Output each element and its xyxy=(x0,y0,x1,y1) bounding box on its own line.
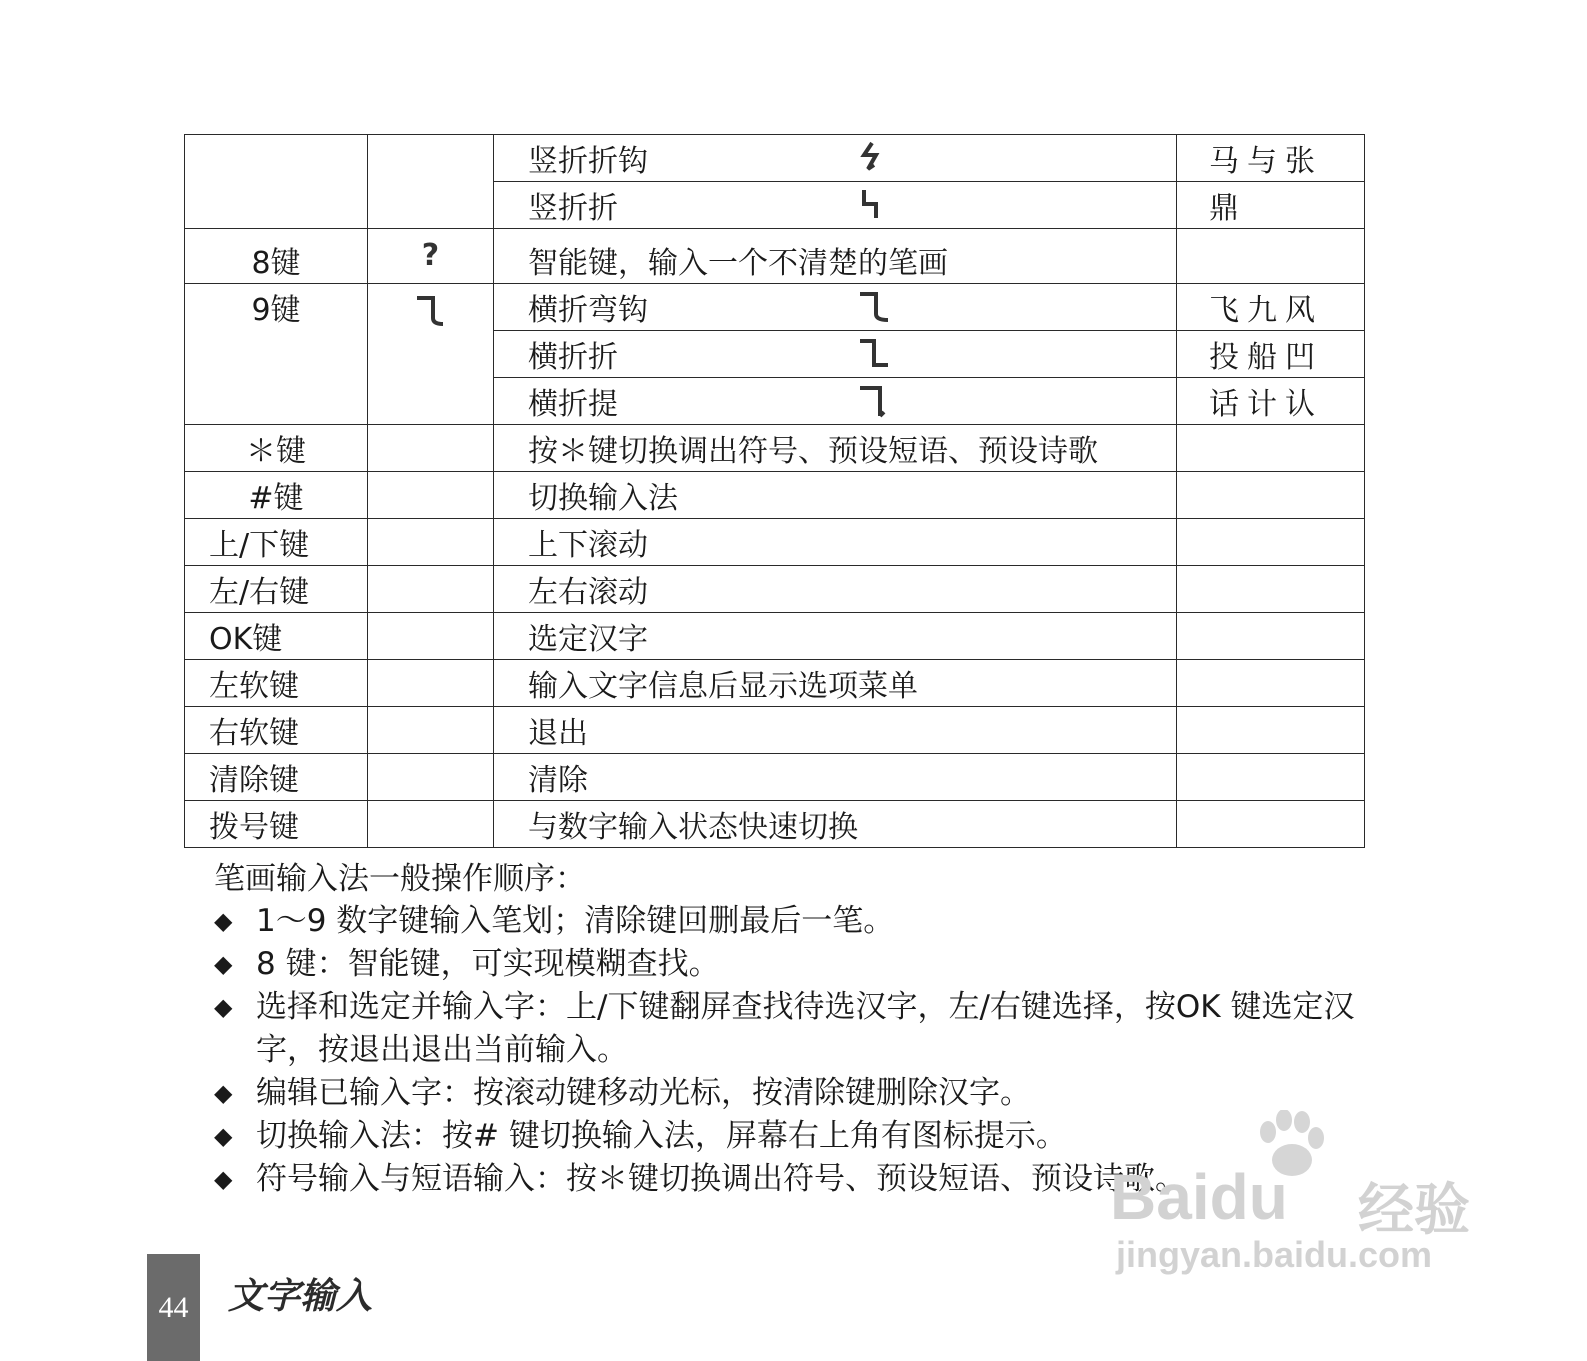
question-mark-icon: ? xyxy=(421,238,440,273)
desc-cell: 退出 xyxy=(494,707,1177,754)
icon-cell xyxy=(368,801,494,848)
desc-text: 竖折折 xyxy=(528,191,618,226)
key-cell xyxy=(185,135,368,229)
table-row xyxy=(185,660,1365,707)
watermark-cn: 经验 xyxy=(1358,1178,1470,1243)
procedure-section xyxy=(214,858,586,900)
stroke-icon xyxy=(858,188,884,229)
icon-cell xyxy=(368,613,494,660)
list-item xyxy=(214,986,1414,1072)
example-cell xyxy=(1177,801,1365,848)
icon-cell xyxy=(368,519,494,566)
list-item xyxy=(214,1072,1414,1115)
table-row xyxy=(185,613,1365,660)
key-cell: 左/右键 xyxy=(185,566,368,613)
key-cell: 拨号键 xyxy=(185,801,368,848)
desc-cell: 清除 xyxy=(494,754,1177,801)
desc-cell: 智能键，输入一个不清楚的笔画 xyxy=(494,229,1177,284)
example-cell xyxy=(1177,472,1365,519)
table-row xyxy=(185,707,1365,754)
desc-cell: 按＊键切换调出符号、预设短语、预设诗歌 xyxy=(494,425,1177,472)
key-cell: 8键 xyxy=(185,229,368,284)
key-cell: #键 xyxy=(185,472,368,519)
key-cell: 9键 xyxy=(185,284,368,425)
icon-cell xyxy=(368,754,494,801)
procedure-title: 笔画输入法一般操作顺序： xyxy=(214,861,586,897)
desc-cell: 上下滚动 xyxy=(494,519,1177,566)
diamond-bullet-icon: ◆ xyxy=(214,1122,233,1150)
example-cell xyxy=(1177,519,1365,566)
desc-cell xyxy=(494,135,1177,182)
table-row xyxy=(185,135,1365,182)
desc-cell: 选定汉字 xyxy=(494,613,1177,660)
watermark-logo: Baidu xyxy=(1110,1161,1288,1233)
example-cell xyxy=(1177,754,1365,801)
example-cell: 投船凹 xyxy=(1177,331,1365,378)
desc-cell xyxy=(494,284,1177,331)
desc-text: 竖折折钩 xyxy=(528,144,648,179)
key-cell: 左软键 xyxy=(185,660,368,707)
table-row xyxy=(185,229,1365,284)
diamond-bullet-icon: ◆ xyxy=(214,1079,233,1107)
desc-cell: 输入文字信息后显示选项菜单 xyxy=(494,660,1177,707)
desc-text: 横折折 xyxy=(528,340,618,375)
icon-cell xyxy=(368,284,494,425)
diamond-bullet-icon: ◆ xyxy=(214,907,233,935)
desc-cell: 与数字输入状态快速切换 xyxy=(494,801,1177,848)
desc-cell: 左右滚动 xyxy=(494,566,1177,613)
horizontal-fold-hook-icon xyxy=(413,301,449,336)
stroke-icon xyxy=(858,141,884,182)
desc-cell xyxy=(494,331,1177,378)
key-function-table xyxy=(184,134,1365,848)
stroke-icon xyxy=(858,384,892,425)
key-cell: 右软键 xyxy=(185,707,368,754)
diamond-bullet-icon: ◆ xyxy=(214,950,233,978)
diamond-bullet-icon: ◆ xyxy=(214,993,233,1021)
icon-cell xyxy=(368,707,494,754)
desc-cell xyxy=(494,378,1177,425)
list-item xyxy=(214,943,1414,986)
example-cell: 马与张 xyxy=(1177,135,1365,182)
list-item-text: 1～9 数字键输入笔划；清除键回删最后一笔。 xyxy=(256,903,895,939)
table-row xyxy=(185,754,1365,801)
example-cell xyxy=(1177,229,1365,284)
table-row xyxy=(185,284,1365,331)
example-cell: 飞九风 xyxy=(1177,284,1365,331)
list-item-text: 8 键：智能键，可实现模糊查找。 xyxy=(256,946,720,982)
list-item-text: 符号输入与短语输入：按＊键切换调出符号、预设短语、预设诗歌。 xyxy=(256,1161,1186,1197)
example-cell: 鼎 xyxy=(1177,182,1365,229)
page-number: 44 xyxy=(147,1254,200,1361)
list-item-text: 选择和选定并输入字：上/下键翻屏查找待选汉字，左/右键选择，按OK 键选定汉字，按退出退出当前输入。 xyxy=(256,989,1355,1068)
icon-cell xyxy=(368,660,494,707)
key-cell: OK键 xyxy=(185,613,368,660)
icon-cell xyxy=(368,425,494,472)
table-row xyxy=(185,566,1365,613)
list-item-text: 切换输入法：按# 键切换输入法，屏幕右上角有图标提示。 xyxy=(256,1118,1067,1154)
desc-cell: 切换输入法 xyxy=(494,472,1177,519)
desc-text: 横折提 xyxy=(528,387,618,422)
example-cell xyxy=(1177,707,1365,754)
diamond-bullet-icon: ◆ xyxy=(214,1165,233,1193)
key-cell: 清除键 xyxy=(185,754,368,801)
icon-cell xyxy=(368,566,494,613)
example-cell xyxy=(1177,425,1365,472)
example-cell xyxy=(1177,566,1365,613)
table-row xyxy=(185,801,1365,848)
icon-cell xyxy=(368,135,494,229)
stroke-icon xyxy=(858,337,892,378)
table-row xyxy=(185,472,1365,519)
icon-cell xyxy=(368,229,494,284)
chapter-title: 文字输入 xyxy=(228,1275,373,1317)
list-item-text: 编辑已输入字：按滚动键移动光标，按清除键删除汉字。 xyxy=(256,1075,1031,1111)
icon-cell xyxy=(368,472,494,519)
list-item xyxy=(214,900,1414,943)
table-row xyxy=(185,425,1365,472)
stroke-icon xyxy=(858,290,892,331)
desc-text: 横折弯钩 xyxy=(528,293,648,328)
table-row xyxy=(185,519,1365,566)
watermark-url: jingyan.baidu.com xyxy=(1116,1234,1433,1275)
desc-cell xyxy=(494,182,1177,229)
example-cell xyxy=(1177,613,1365,660)
key-cell: ＊键 xyxy=(185,425,368,472)
key-cell: 上/下键 xyxy=(185,519,368,566)
watermark xyxy=(1110,1110,1490,1290)
example-cell: 话计认 xyxy=(1177,378,1365,425)
example-cell xyxy=(1177,660,1365,707)
